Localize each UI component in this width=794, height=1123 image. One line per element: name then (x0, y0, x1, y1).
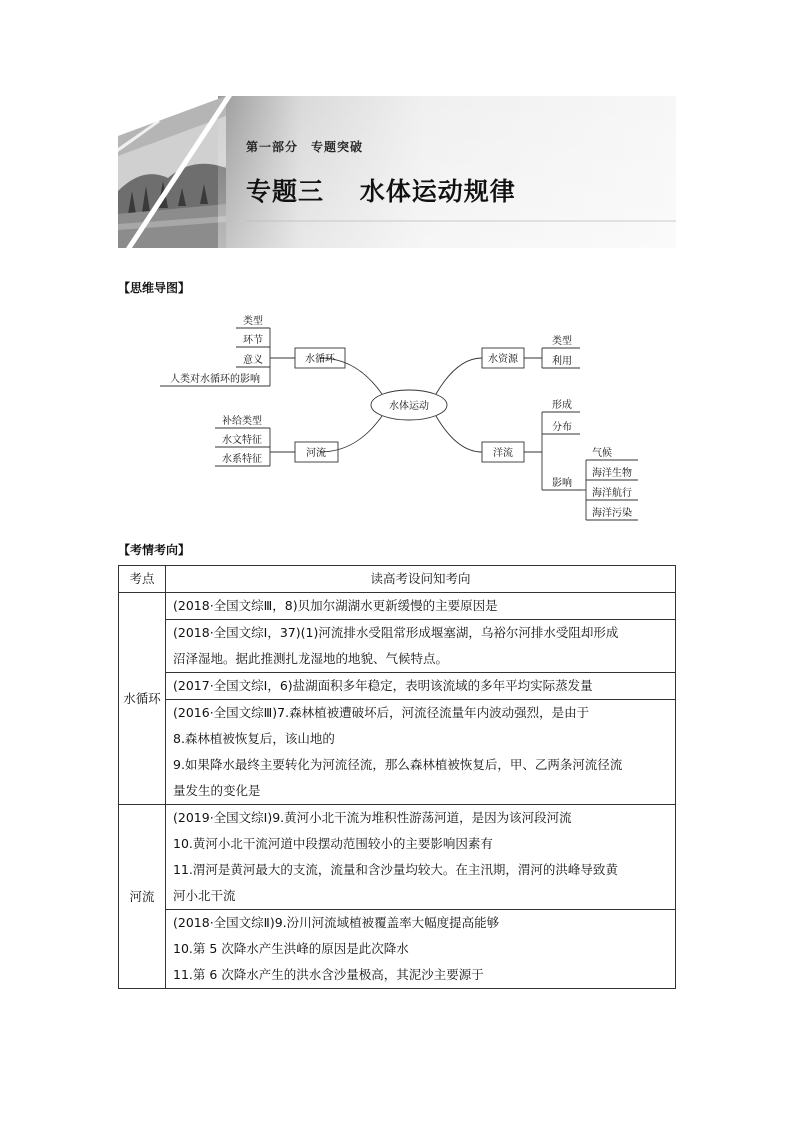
topic-water-cycle: 水循环 (119, 593, 166, 805)
node-oc-formation: 形成 (552, 400, 572, 411)
question-line: (2018·全国文综Ⅱ)9.汾川河流域植被覆盖率大幅度提高能够 (173, 915, 500, 930)
node-water-cycle: 水循环 (305, 354, 335, 365)
question-line: 10.黄河小北干流河道中段摆动范围较小的主要影响因素有 (173, 836, 493, 851)
question-group (166, 700, 676, 805)
question-line: 沼泽湿地。据此推测扎龙湿地的地貌、气候特点。 (173, 651, 449, 666)
question-line: 9.如果降水最终主要转化为河流径流，那么森林植被恢复后，甲、乙两条河流径流 (173, 757, 623, 772)
table-row (119, 910, 676, 989)
chapter-title: 专题三 水体运动规律 (246, 177, 516, 206)
question-group (166, 673, 676, 700)
question-line: (2018·全国文综Ⅲ，8)贝加尔湖湖水更新缓慢的主要原因是 (173, 598, 498, 613)
node-oc-distribution: 分布 (552, 422, 572, 433)
node-water-resources: 水资源 (488, 354, 518, 365)
question-line: 8.森林植被恢复后，该山地的 (173, 731, 335, 746)
question-line: 量发生的变化是 (173, 783, 261, 798)
mind-map (150, 300, 650, 530)
topic-river: 河流 (119, 805, 166, 989)
node-river-hydro: 水文特征 (222, 435, 262, 446)
table-row (119, 805, 676, 910)
node-wc-human-impact: 人类对水循环的影响 (170, 374, 260, 385)
table-row (119, 593, 676, 620)
node-impact-climate: 气候 (592, 448, 612, 459)
node-wr-type: 类型 (552, 336, 572, 347)
table-row (119, 620, 676, 673)
exam-table (118, 565, 676, 989)
question-line: (2019·全国文综Ⅰ)9.黄河小北干流为堆积性游荡河道，是因为该河段河流 (173, 810, 572, 825)
question-group (166, 620, 676, 673)
node-impact-navigation: 海洋航行 (592, 488, 632, 499)
question-line: 河小北干流 (173, 888, 236, 903)
header-topic: 考点 (119, 566, 166, 593)
node-wr-use: 利用 (552, 356, 572, 367)
question-line: (2017·全国文综Ⅰ，6)盐湖面积多年稳定，表明该流域的多年平均实际蒸发量 (173, 678, 593, 693)
table-row (119, 673, 676, 700)
part-label: 第一部分 专题突破 (246, 140, 364, 154)
question-group (166, 910, 676, 989)
table-row (119, 700, 676, 805)
node-impact-marine-life: 海洋生物 (592, 468, 632, 479)
node-wc-type: 类型 (243, 316, 263, 327)
mindmap-center: 水体运动 (389, 401, 429, 412)
node-impact-pollution: 海洋污染 (592, 508, 632, 519)
header-questions: 读高考设问知考向 (166, 566, 676, 593)
exam-section-label: 【考情考向】 (118, 543, 191, 557)
node-wc-link: 环节 (243, 335, 263, 346)
question-group (166, 805, 676, 910)
mindmap-section-label: 【思维导图】 (118, 281, 191, 295)
node-oc-impact: 影响 (552, 478, 572, 489)
node-wc-meaning: 意义 (243, 355, 263, 366)
node-river: 河流 (306, 448, 326, 459)
node-ocean-current: 洋流 (493, 448, 513, 459)
question-line: (2016·全国文综Ⅲ)7.森林植被遭破坏后，河流径流量年内波动强烈，是由于 (173, 705, 590, 720)
node-river-supply: 补给类型 (222, 416, 262, 427)
question-line: 10.第 5 次降水产生洪峰的原因是此次降水 (173, 941, 409, 956)
question-group (166, 593, 676, 620)
question-line: (2018·全国文综Ⅰ，37)(1)河流排水受阻常形成堰塞湖，乌裕尔河排水受阻却形成 (173, 625, 619, 640)
question-line: 11.渭河是黄河最大的支流，流量和含沙量均较大。在主汛期，渭河的洪峰导致黄 (173, 862, 618, 877)
node-river-system: 水系特征 (222, 454, 262, 465)
table-header-row (119, 566, 676, 593)
question-line: 11.第 6 次降水产生的洪水含沙量极高，其泥沙主要源于 (173, 967, 484, 982)
